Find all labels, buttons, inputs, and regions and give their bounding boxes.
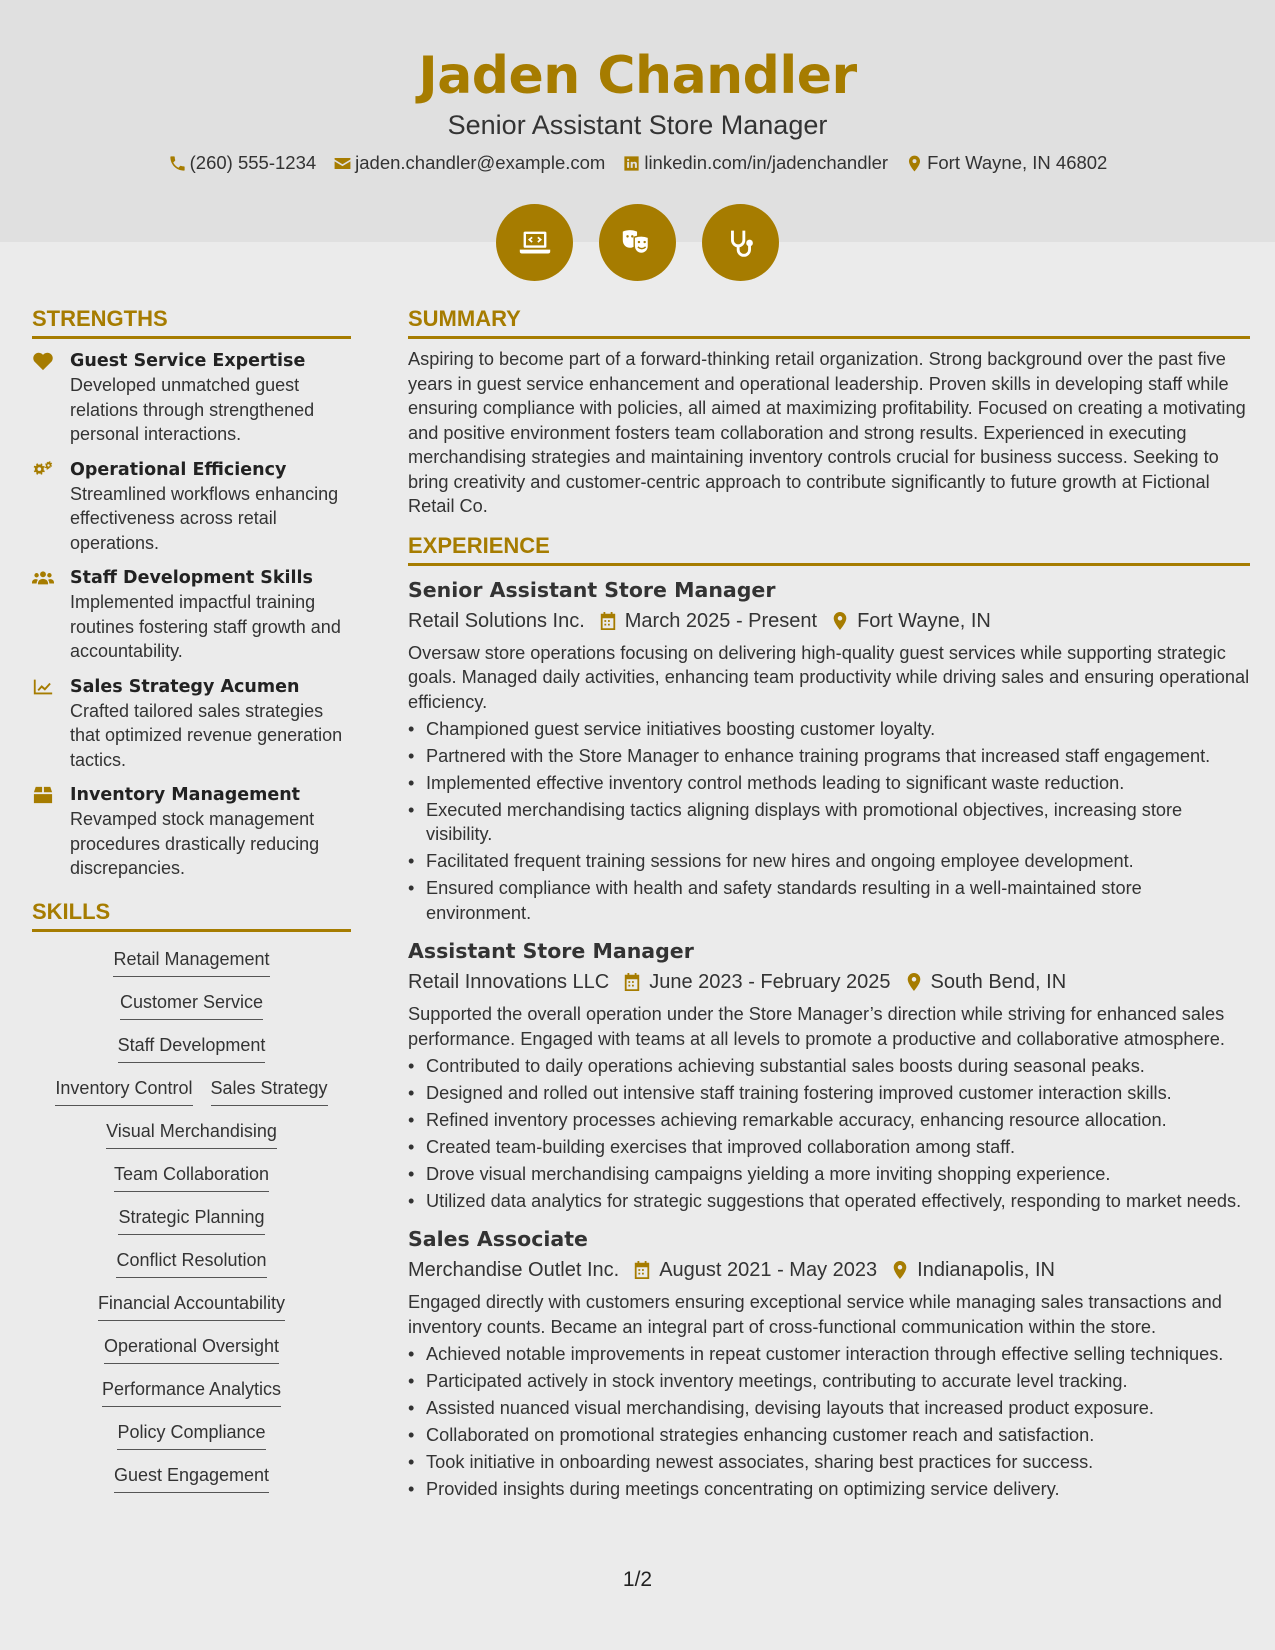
job-title: Senior Assistant Store Manager: [408, 577, 776, 602]
skill-tag: Customer Service: [120, 991, 263, 1020]
contact-bar: [0, 152, 1275, 174]
envelope-icon: [333, 154, 352, 173]
strength-item: [32, 349, 351, 447]
job-location: South Bend, IN: [930, 971, 1067, 993]
job-company: Retail Innovations LLC: [408, 971, 610, 993]
job-bullet: • Ensured compliance with health and safety standards resulting in a well-maintained store environment.: [408, 876, 1250, 925]
phone-text: (260) 555-1234: [189, 152, 317, 173]
job-bullets: [408, 717, 1250, 926]
interest-badges: [0, 204, 1275, 281]
skill-tag: Performance Analytics: [102, 1378, 281, 1407]
job-bullets: [408, 1054, 1250, 1214]
stethoscope-icon: [722, 224, 760, 262]
job-bullet: • Executed merchandising tactics aligning displays with promotional objectives, increasing store visibility.: [408, 798, 1250, 847]
job-bullet: • Assisted nuanced visual merchandising, devising layouts that increased product exposure.: [408, 1396, 1250, 1421]
page-number: 1/2: [622, 1568, 653, 1591]
strength-desc: Streamlined workflows enhancing effectiveness across retail operations.: [70, 483, 339, 553]
skill-tag: Retail Management: [113, 948, 269, 977]
strength-title: Guest Service Expertise: [70, 351, 306, 371]
job-bullet: • Facilitated frequent training sessions for new hires and ongoing employee development.: [408, 849, 1250, 874]
cogs-icon: [32, 460, 54, 480]
calendar-icon: [623, 972, 641, 992]
calendar-icon: [633, 1260, 651, 1280]
contact-linkedin[interactable]: [622, 152, 888, 174]
map-marker-icon: [905, 154, 924, 173]
job-company: Merchandise Outlet Inc.: [408, 1259, 620, 1281]
strength-title: Sales Strategy Acumen: [70, 676, 300, 697]
laptop-code-icon: [516, 224, 554, 262]
candidate-title: Senior Assistant Store Manager: [447, 110, 828, 140]
job-bullet: • Created team-building exercises that improved collaboration among staff.: [408, 1135, 1250, 1160]
theater-masks-icon: [619, 224, 657, 262]
email-text[interactable]: jaden.chandler@example.com: [355, 152, 606, 173]
skill-tag: Strategic Planning: [118, 1206, 264, 1235]
map-marker-icon: [905, 972, 923, 992]
strength-desc: Revamped stock management procedures drastically reducing discrepancies.: [70, 809, 320, 878]
job-title: Sales Associate: [408, 1227, 588, 1251]
job-bullet: • Drove visual merchandising campaigns yielding a more inviting shopping experience.: [408, 1162, 1250, 1187]
strength-desc: Crafted tailored sales strategies that optimized revenue generation tactics.: [70, 700, 343, 770]
job-meta: [408, 968, 1250, 996]
job-bullet: • Partnered with the Store Manager to enhance training programs that increased staff engagement.: [408, 744, 1250, 769]
skill-tag: Team Collaboration: [114, 1163, 269, 1192]
skills-list: [32, 942, 351, 1493]
experience-heading: EXPERIENCE: [408, 533, 1250, 566]
skill-tag: Sales Strategy: [211, 1077, 328, 1106]
job-bullet: • Implemented effective inventory control methods leading to significant waste reduction.: [408, 771, 1250, 796]
job-bullet: • Took initiative in onboarding newest associates, sharing best practices for success.: [408, 1450, 1250, 1475]
map-marker-icon: [831, 611, 849, 631]
job-dates: August 2021 - May 2023: [659, 1259, 878, 1281]
job-bullet: • Refined inventory processes achieving remarkable accuracy, enhancing resource allocation.: [408, 1108, 1250, 1133]
users-icon: [32, 568, 54, 588]
stethoscope-badge: [702, 204, 779, 281]
contact-location: [905, 152, 1107, 174]
skill-tag: Policy Compliance: [117, 1421, 265, 1450]
job-entry: [408, 937, 1250, 1213]
job-bullet: • Utilized data analytics for strategic suggestions that operated effectively, responding to market needs.: [408, 1189, 1250, 1214]
job-bullet: • Participated actively in stock inventory meetings, contributing to accurate level tracking.: [408, 1369, 1250, 1394]
job-dates: March 2025 - Present: [624, 609, 818, 632]
job-description: Engaged directly with customers ensuring exceptional service while managing sales transactions and inventory counts. Became an integral part of cross-functional communication within the store.: [408, 1292, 1222, 1337]
strength-desc: Developed unmatched guest relations through strengthened personal interactions.: [70, 375, 315, 444]
theater-masks-badge: [599, 204, 676, 281]
job-company: Retail Solutions Inc.: [408, 609, 585, 632]
location-text: Fort Wayne, IN 46802: [927, 152, 1108, 173]
job-bullet: • Contributed to daily operations achieving substantial sales boosts during seasonal peaks.: [408, 1054, 1250, 1079]
skills-heading: SKILLS: [32, 899, 351, 932]
skill-tag: Inventory Control: [55, 1077, 192, 1106]
strengths-heading: STRENGTHS: [32, 306, 351, 339]
job-bullet: • Achieved notable improvements in repeat customer interaction through effective selling techniques.: [408, 1342, 1250, 1367]
job-meta: [408, 607, 1250, 635]
skill-tag: Conflict Resolution: [116, 1249, 266, 1278]
job-meta: [408, 1256, 1250, 1284]
strength-title: Inventory Management: [70, 785, 301, 805]
right-column: [408, 306, 1250, 1513]
job-bullet: • Collaborated on promotional strategies enhancing customer reach and satisfaction.: [408, 1423, 1250, 1448]
linkedin-icon: [622, 154, 641, 173]
linkedin-text[interactable]: linkedin.com/in/jadenchandler: [644, 152, 889, 173]
summary-text: Aspiring to become part of a forward-thinking retail organization. Strong background over the past five years in guest service enhancement and operational leadership. Proven skills in developing staff while ensuring compliance with policies, all aimed at maximizing profitability. Focused on creating a motivating and positive environment fosters team collaboration and strong results. Experienced in executing merchandising strategies and maintaining inventory controls crucial for business success. Seeking to bring creativity and customer-centric approach to contribute significantly to future growth at Fictional Retail Co.: [408, 349, 1246, 516]
job-bullet: • Provided insights during meetings concentrating on optimizing service delivery.: [408, 1477, 1250, 1502]
contact-phone: [168, 152, 317, 174]
laptop-code-badge: [496, 204, 573, 281]
job-location: Fort Wayne, IN: [857, 609, 991, 632]
job-title: Assistant Store Manager: [408, 939, 694, 963]
job-location: Indianapolis, IN: [917, 1259, 1056, 1281]
calendar-icon: [599, 611, 617, 631]
left-column: [32, 306, 351, 1493]
box-icon: [32, 785, 54, 805]
strength-item: [32, 566, 351, 664]
contact-email[interactable]: [333, 152, 605, 174]
job-description: Oversaw store operations focusing on delivering high-quality guest services while supporting strategic goals. Managed daily activities, enhancing team productivity while driving sales and ensuring operational efficiency.: [408, 642, 1250, 712]
job-bullet: • Designed and rolled out intensive staff training fostering improved customer interaction skills.: [408, 1081, 1250, 1106]
job-entry: [408, 1225, 1250, 1501]
strength-desc: Implemented impactful training routines fostering staff growth and accountability.: [70, 592, 341, 661]
strength-item: [32, 458, 351, 556]
job-description: Supported the overall operation under the Store Manager’s direction while striving for enhanced sales performance. Engaged with teams at all levels to promote a productive and collaborative atmosphere.: [408, 1004, 1225, 1049]
chart-line-icon: [32, 677, 54, 697]
strength-title: Operational Efficiency: [70, 459, 287, 480]
job-entry: [408, 576, 1250, 926]
map-marker-icon: [891, 1260, 909, 1280]
job-bullet: • Championed guest service initiatives boosting customer loyalty.: [408, 717, 1250, 742]
summary-heading: SUMMARY: [408, 306, 1250, 339]
strength-title: Staff Development Skills: [70, 568, 313, 588]
skill-tag: Guest Engagement: [114, 1464, 269, 1493]
candidate-name: Jaden Chandler: [418, 46, 857, 106]
strength-item: [32, 675, 351, 773]
skill-tag: Operational Oversight: [104, 1335, 279, 1364]
heart-icon: [32, 351, 54, 371]
skill-tag: Financial Accountability: [98, 1292, 285, 1321]
job-bullets: [408, 1342, 1250, 1502]
phone-icon: [168, 154, 187, 173]
skill-tag: Visual Merchandising: [106, 1120, 277, 1149]
job-dates: June 2023 - February 2025: [649, 971, 891, 993]
strength-item: [32, 783, 351, 881]
skill-tag: Staff Development: [118, 1034, 266, 1063]
